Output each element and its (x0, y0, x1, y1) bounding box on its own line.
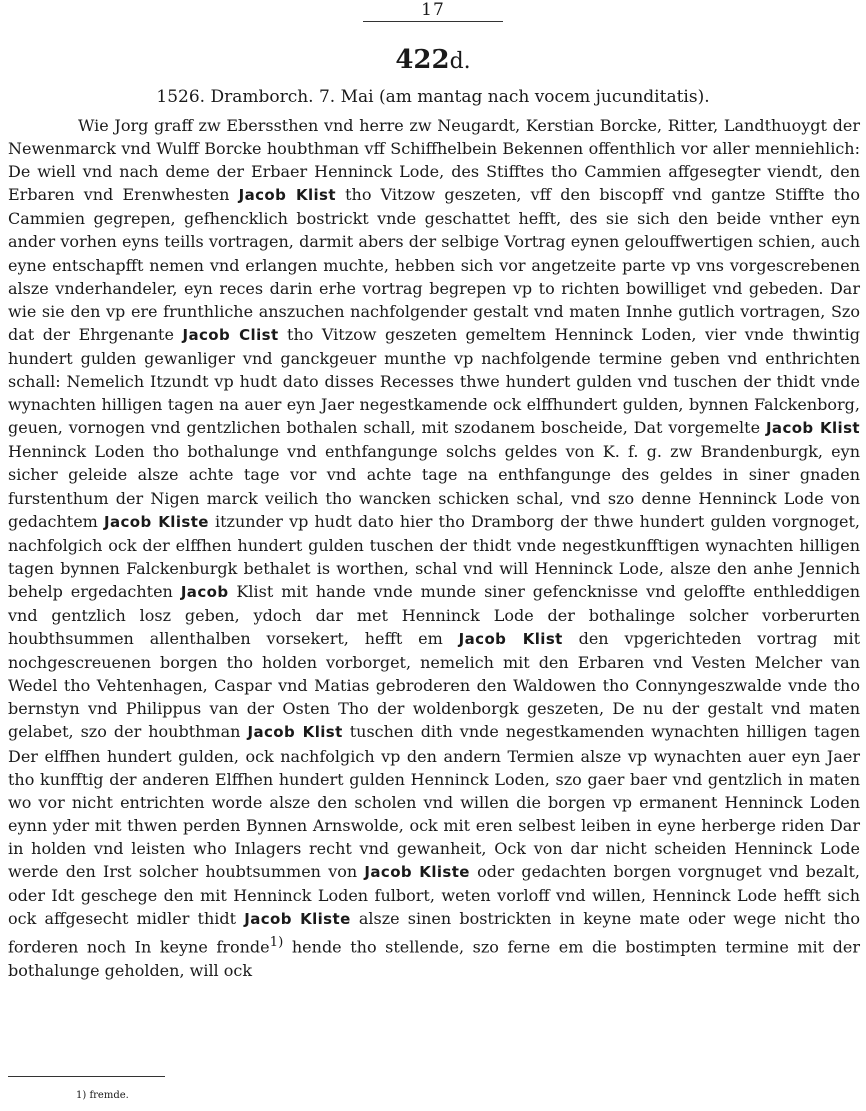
person-name: Jacob (364, 863, 413, 881)
person-name: Jacob Klist (238, 186, 336, 205)
date-line: 1526. Dramborch. 7. Mai (am mantag nach vocem jucunditatis). (156, 87, 710, 107)
text-segment: den vpgerichteden vortrag mit nochgescreuenen borgen tho holden vorborget, nemelich mit den Erbaren vnd Vesten Melcher van Wedel tho Vehtenhagen, Caspar vnd Matias gebroderen den Waldowen tho Connyngeszwalde vnde tho bernstyn vnd Philippus van der Osten Tho der woldenborgk geszeten, De nu der gestalt vnd maten gelabet, szo der houbthman (8, 629, 861, 742)
document-number-value: 422 (395, 45, 450, 75)
text-segment: oder gedachten borgen vorgnuget vnd bezalt, oder Idt geschege den mit Henninck Loden fulbort, weten vorloff vnd willen, Henninck Lode hefft sich ock affgesecht midler thidt (8, 862, 860, 929)
person-name: Jacob (244, 910, 292, 929)
document-number (0, 44, 866, 78)
header-rule (363, 21, 503, 22)
page-number: 17 (421, 0, 445, 20)
text-segment: hende tho stellende, szo ferne em die bostimpten termine mit der bothalunge geholden, will ock (8, 937, 861, 980)
text-segment: tho Vitzow geszeten, vff den biscopff vnd gantze Stiffte tho Cammien gegrepen, gefhencklich bostrickt vnde geschattet hefft, des sie sich den beide vnther eyn ander vorhen eyns teills vortragen, darmit abers der selbige Vortrag eynen gelouffwertigen schien, auch eyne entschapfft nemen vnd erlangen muchte, hebben sich vor angetzeite parte vp vns vorgescrebenen alsze vnderhandeler, eyn reces darin erhe vortrag begrepen vp to richten bowilliget vnd gebeden. Dar wie sie den vp ere frunthliche anszuchen nachfolgender gestalt vnd maten Innhe gutlich vortragen, Szo dat der Ehrgenante (8, 185, 860, 344)
person-name: Jacob Klist (247, 723, 343, 742)
text-segment: Wie Jorg graff zw Eberssthen vnd herre zw Neugardt, Kerstian Borcke, Ritter, Landthuoygt der Newenmarck vnd Wulff Borcke houbthman vff Schiffhelbein Bekennen offenthlich vor aller menniehlich: De wiell vnd nach deme der Erbaer Henninck Lode, des Stifftes tho Cammien affgesegter viendt, den Erbaren vnd Erenwhesten (8, 116, 860, 205)
person-name: Jacob Clist (182, 325, 279, 344)
text-segment: Klist mit hande vnde munde siner gefencknisse vnd geloffte enthleddigen vnd gentzlich losz geben, ydoch dar met Henninck Lode der bothalinge solcher vorberurten houbthsummen allenthalben vorsekert, hefft em (8, 581, 861, 649)
text-segment: itzunder vp hudt dato hier tho Dramborg der thwe hundert gulden vorgnoget, nachfolgich ock der elffhen hundert gulden tuschen der thidt vnde negestkunfftigen wynachten hilligen tagen bynnen Falckenburgk bethalet is worthen, schal vnd will Henninck Lode, alsze den anhe Jennich behelp ergedachten (8, 511, 861, 601)
footnote-rule (8, 1076, 165, 1077)
person-name: Jacob Klist (458, 630, 563, 649)
text-segment: Henninck Loden tho bothalunge vnd enthfangunge solchs geldes von K. f. g. zw Brandenburgk, eyn sicher geleide alsze achte tage vor vnd achte tage na enthfangunge des geldes in siner gnaden furstenthum der Nigen marck veilich tho wancken schicken schal, vnd szo denne Henninck Lode von gedachtem (8, 442, 860, 531)
text-segment: tho Vitzow geszeten gemeltem Henninck Loden, vier vnde thwintig hundert gulden gewanliger vnd ganckgeuer munthe vp nachfolgende termine geben vnd enthrichten schall: Nemelich Itzundt vp hudt dato disses Recesses thwe hundert gulden vnd tuschen der thidt vnde wynachten hilligen tagen na auer eyn Jaer negestkamende ock elffhundert gulden, bynnen Falckenborg, geuen, vornogen vnd gentzlichen bothalen schall, mit szodanem boscheide, Dat vorgemelte (8, 324, 860, 438)
person-name: Jacob (180, 582, 229, 601)
document-body (8, 114, 860, 982)
text-segment: tuschen dith vnde negestkamenden wynachten hilligen tagen Der elffhen hundert gulden, ock nachfolgich vp den andern Termien alsze vp wynachten auer eyn Jaer tho kunfftig der anderen Elffhen hundert gulden Henninck Loden, szo gaer baer vnd gentzlich in maten wo vor nicht entrichten worde alsze den scholen vnd willen die borgen vp ermanent Henninck Loden eynn yder mit thwen perden Bynnen Arnswolde, ock mit eren selbest leiben in eyne herberge riden Dar in holden vnd leisten who Inlagers recht vnd gewanheit, Ock von dar nicht scheiden Henninck Lode werde den Irst solcher houbtsummen von (8, 722, 861, 881)
person-name: Kliste (419, 863, 470, 881)
person-name: Jacob Kliste (103, 512, 209, 531)
document-number-suffix: d. (449, 49, 471, 74)
footnote-reference: 1) (269, 935, 284, 951)
footnote: 1) fremde. (76, 1090, 129, 1101)
person-name: Jacob Klist (765, 419, 861, 438)
person-name: Kliste (300, 910, 351, 929)
text-segment: alsze sinen bostrickten in keyne mate oder wege nicht tho forderen noch In keyne fronde (8, 909, 860, 957)
